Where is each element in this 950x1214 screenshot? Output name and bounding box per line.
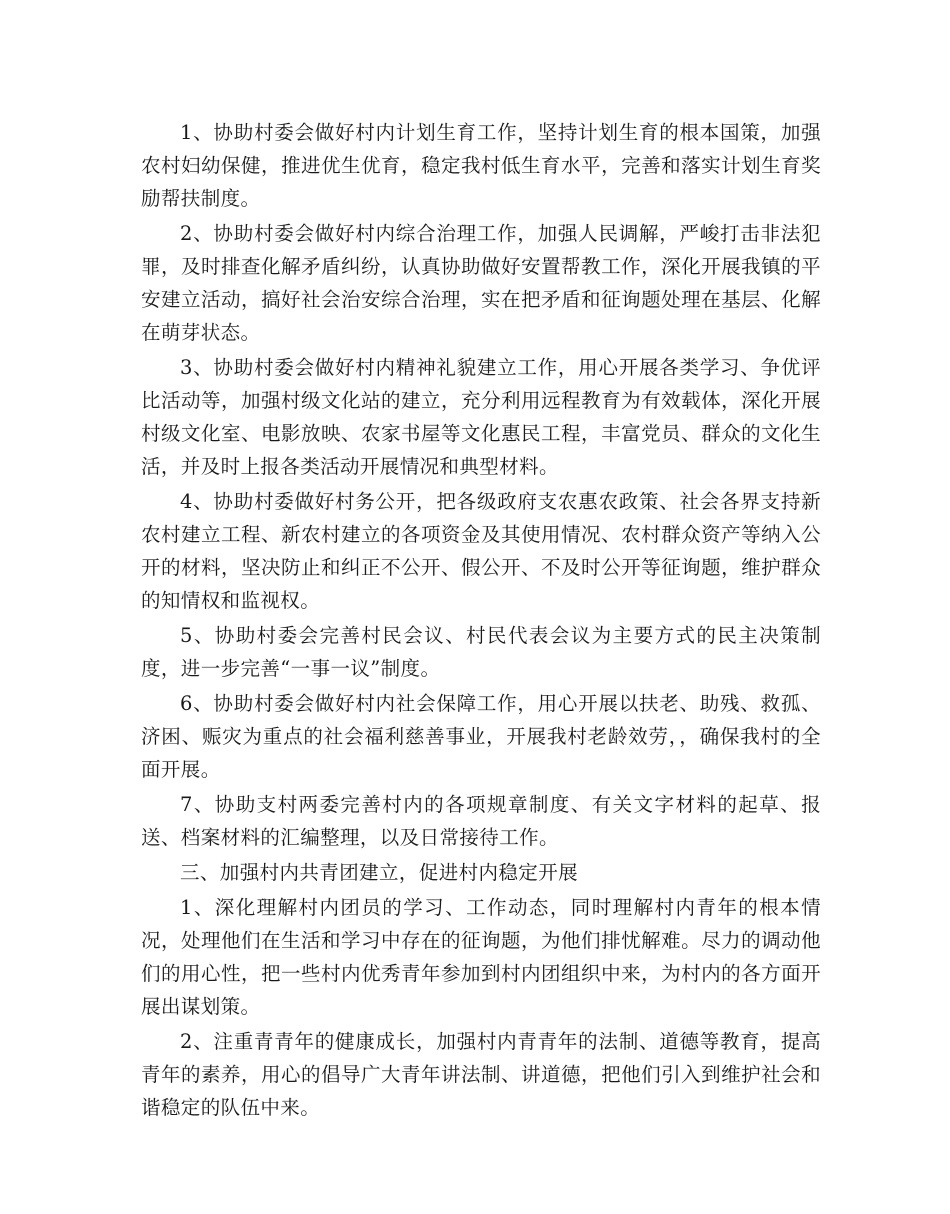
paragraph-spiritual-civilization: 3、协助村委会做好村内精神礼貌建立工作，用心开展各类学习、争优评比活动等，加强村级文化站的建立，充分利用远程教育为有效载体，深化开展村级文化室、电影放映、农家书屋等文化惠民工程，丰富党员、群众的文化生活，并及时上报各类活动开展情况和典型材料。 (141, 356, 821, 478)
paragraph-democratic-decision: 5、协助村委会完善村民会议、村民代表会议为主要方式的民主决策制度，进一步完善“一事一议”制度。 (141, 624, 821, 680)
paragraph-family-planning: 1、协助村委会做好村内计划生育工作，坚持计划生育的根本国策，加强农村妇幼保健，推进优生优育，稳定我村低生育水平，完善和落实计划生育奖励帮扶制度。 (141, 121, 821, 210)
section-heading-youth-league: 三、加强村内共青团建立，促进村内稳定开展 (180, 861, 579, 884)
paragraph-youth-growth: 2、注重青青年的健康成长，加强村内青青年的法制、道德等教育，提高青年的素养，用心的倡导广大青年讲法制、讲道德，把他们引入到维护社会和谐稳定的队伍中来。 (141, 1030, 821, 1119)
paragraph-comprehensive-governance: 2、协助村委会做好村内综合治理工作，加强人民调解，严峻打击非法犯罪，及时排查化解矛盾纠纷，认真协助做好安置帮教工作，深化开展我镇的平安建立活动，搞好社会治安综合治理，实在把矛盾和征询题处理在基层、化解在萌芽状态。 (141, 222, 821, 344)
paragraph-rules-and-documents: 7、协助支村两委完善村内的各项规章制度、有关文字材料的起草、报送、档案材料的汇编整理，以及日常接待工作。 (141, 793, 821, 849)
paragraph-village-affairs-disclosure: 4、协助村委做好村务公开，把各级政府支农惠农政策、社会各界支持新农村建立工程、新农村建立的各项资金及其使用情况、农村群众资产等纳入公开的材料，坚决防止和纠正不公开、假公开、不及时公开等征询题，维护群众的知情权和监视权。 (141, 490, 821, 612)
paragraph-social-security: 6、协助村委会做好村内社会保障工作，用心开展以扶老、助残、救孤、济困、赈灾为重点的社会福利慈善事业，开展我村老龄效劳，，确保我村的全面开展。 (141, 692, 821, 781)
paragraph-league-members: 1、深化理解村内团员的学习、工作动态，同时理解村内青年的根本情况，处理他们在生活和学习中存在的征询题，为他们排忧解难。尽力的调动他们的用心性，把一些村内优秀青年参加到村内团组织中来，为村内的各方面开展出谋划策。 (141, 896, 821, 1018)
document-body (141, 116, 821, 1126)
